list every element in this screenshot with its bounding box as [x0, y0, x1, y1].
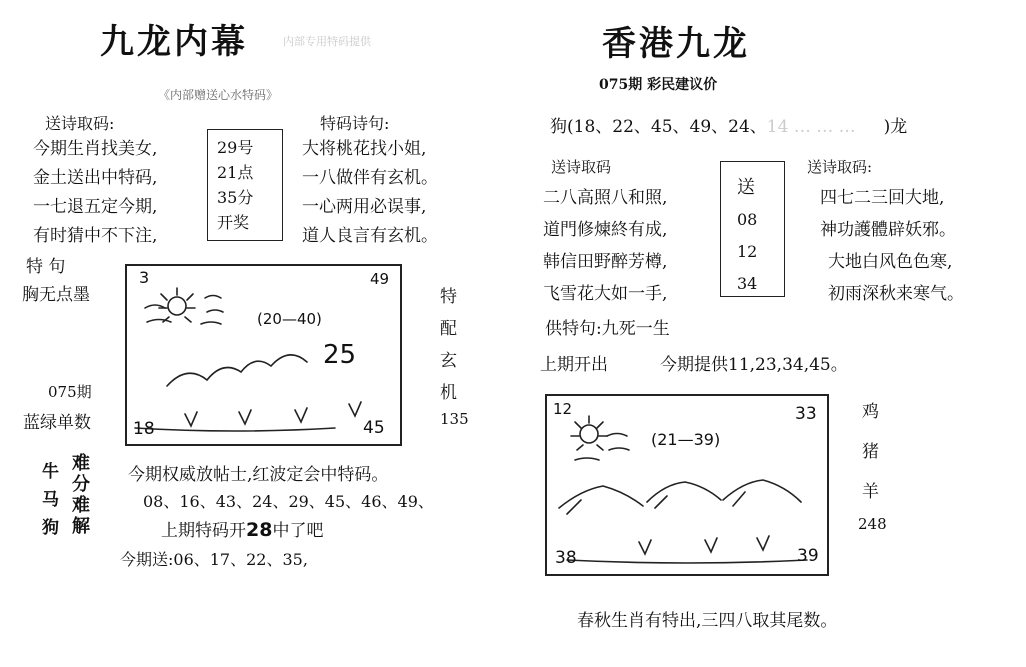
- column-char: 配: [440, 319, 457, 339]
- last-prefix: 上期特码开: [161, 521, 246, 541]
- right-poem-label-right: 送诗取码:: [807, 158, 873, 176]
- dog-prefix: 狗(18、22、45、49、24、: [550, 117, 767, 137]
- animal-char: 鸡: [862, 402, 879, 422]
- poem-line: 今期生肖找美女,: [33, 139, 158, 159]
- sketch-num-bl: 38: [555, 548, 577, 568]
- left-subtitle: 《内部赠送心水特码》: [158, 88, 279, 102]
- last-number: 28: [246, 519, 273, 541]
- hard-char: 难: [72, 495, 90, 516]
- sun-shape: [580, 425, 598, 443]
- poem-line: 韩信田野醉芳樽,: [543, 252, 668, 272]
- sketch-num-tl: 3: [139, 268, 150, 287]
- box-line: 34: [737, 274, 758, 293]
- poem-line: 一八做伴有玄机。: [302, 168, 438, 188]
- hard-char: 分: [72, 474, 90, 495]
- column-char: 玄: [440, 351, 457, 371]
- poem-line: 二八高照八和照,: [543, 188, 668, 208]
- dog-suffix: )龙: [883, 117, 908, 137]
- poem-line: 飞雪花大如一手,: [543, 284, 668, 304]
- sketch-num-tr: 33: [795, 404, 817, 424]
- special-poem: [302, 135, 438, 251]
- sketch-range: (20—40): [257, 310, 322, 328]
- left-poem-label: 送诗取码:: [45, 114, 115, 133]
- left-period: 075期: [48, 383, 92, 401]
- left-sketch-drawing: [127, 266, 400, 444]
- left-sketch-box: [125, 264, 402, 446]
- column-char: 特: [440, 287, 457, 307]
- left-animals: [42, 458, 59, 542]
- box-line: 送: [737, 177, 755, 198]
- ground-line: [567, 560, 807, 563]
- send-line: 今期送:06、17、22、35,: [120, 550, 308, 569]
- draw-box-line: 35分: [217, 188, 254, 207]
- right-poem-label-left: 送诗取码: [551, 158, 612, 176]
- poem-line: 四七二三回大地,: [820, 188, 945, 208]
- left-poem: [33, 135, 157, 251]
- te-ju: 特 句: [26, 257, 66, 277]
- right-poem-right: [820, 182, 964, 310]
- right-sketch-drawing: [547, 396, 827, 574]
- draw-box-line: 21点: [217, 163, 254, 182]
- lan-lv-dan-shu: 蓝绿单数: [23, 413, 91, 433]
- mountain-ridge: [167, 355, 307, 386]
- last-open: 上期开出: [540, 355, 608, 375]
- left-title: 九龙内幕: [100, 22, 248, 62]
- mountain-hatching: [567, 492, 745, 514]
- animal-char: 马: [42, 490, 59, 510]
- left-right-number: 135: [440, 410, 469, 428]
- provide-line: 今期提供11,23,34,45。: [660, 355, 848, 375]
- mountain-ridge: [559, 480, 801, 508]
- right-sketch-box: [545, 394, 829, 576]
- animal-char: 狗: [42, 518, 59, 538]
- poem-line: 道門修煉終有成,: [543, 220, 668, 240]
- poem-line: 一七退五定今期,: [33, 197, 158, 217]
- dog-line: [550, 112, 907, 137]
- poem-line: 大将桃花找小姐,: [302, 139, 427, 159]
- sun-rays: [571, 416, 607, 450]
- draw-box-line: 29号: [217, 138, 254, 157]
- hard-char: 难: [72, 453, 90, 474]
- last-suffix: 中了吧: [272, 521, 324, 541]
- right-title: 香港九龙: [602, 24, 750, 64]
- draw-time-box: [207, 129, 283, 241]
- poem-line: 有时猜中不下注,: [33, 226, 158, 246]
- left-right-column: [440, 281, 457, 409]
- poem-line: 金土送出中特码,: [33, 168, 158, 188]
- grass-marks: [185, 402, 361, 426]
- animal-char: 猪: [862, 442, 879, 462]
- sketch-num-br: 39: [797, 546, 819, 566]
- draw-box-line: 开奖: [217, 213, 250, 232]
- left-numbers: 08、16、43、24、29、45、46、49、: [143, 492, 434, 511]
- poem-line: 神功護體辟妖邪。: [820, 220, 956, 240]
- right-number: 248: [858, 515, 887, 533]
- poem-line: 大地白风色色寒,: [828, 252, 953, 272]
- sun-rays: [159, 288, 195, 322]
- sun-shape: [168, 297, 186, 315]
- last-special-line: [161, 516, 323, 541]
- authority-line: 今期权威放帖士,红波定会中特码。: [128, 465, 389, 485]
- ground-line: [135, 428, 335, 431]
- sketch-num-mid: 25: [323, 340, 357, 370]
- grass-marks: [639, 536, 769, 554]
- poem-line: 道人良言有玄机。: [302, 226, 438, 246]
- sketch-num-tl: 12: [553, 400, 573, 418]
- sketch-num-br: 45: [363, 418, 385, 438]
- animal-char: 牛: [42, 462, 59, 482]
- poem-line: 初雨深秋来寒气。: [828, 284, 964, 304]
- right-poem-left: [543, 182, 667, 310]
- special-poem-label: 特码诗句:: [320, 114, 390, 133]
- sketch-num-tr: 49: [370, 270, 390, 288]
- hard-to-solve: [72, 453, 90, 537]
- period-line: 075期 彩民建议价: [599, 77, 718, 93]
- right-number-box: [720, 161, 785, 297]
- poem-line: 一心两用必误事,: [302, 197, 427, 217]
- left-title-note: 内部专用特码提供: [283, 35, 371, 48]
- right-footer: 春秋生肖有特出,三四八取其尾数。: [577, 611, 838, 631]
- xiong-wu-dian-mo: 胸无点墨: [22, 285, 90, 305]
- animal-char: 羊: [862, 482, 879, 502]
- box-line: 08: [737, 210, 758, 229]
- hard-char: 解: [72, 516, 90, 537]
- sketch-range: (21—39): [651, 430, 721, 449]
- column-char: 机: [440, 383, 457, 403]
- sketch-num-bl: 18: [133, 419, 155, 439]
- special-verse: 供特句:九死一生: [545, 319, 670, 339]
- box-line: 12: [737, 242, 758, 261]
- dog-faded: 14 … … …: [766, 117, 856, 137]
- right-animals: [862, 392, 879, 512]
- cloud-strokes: [575, 434, 629, 461]
